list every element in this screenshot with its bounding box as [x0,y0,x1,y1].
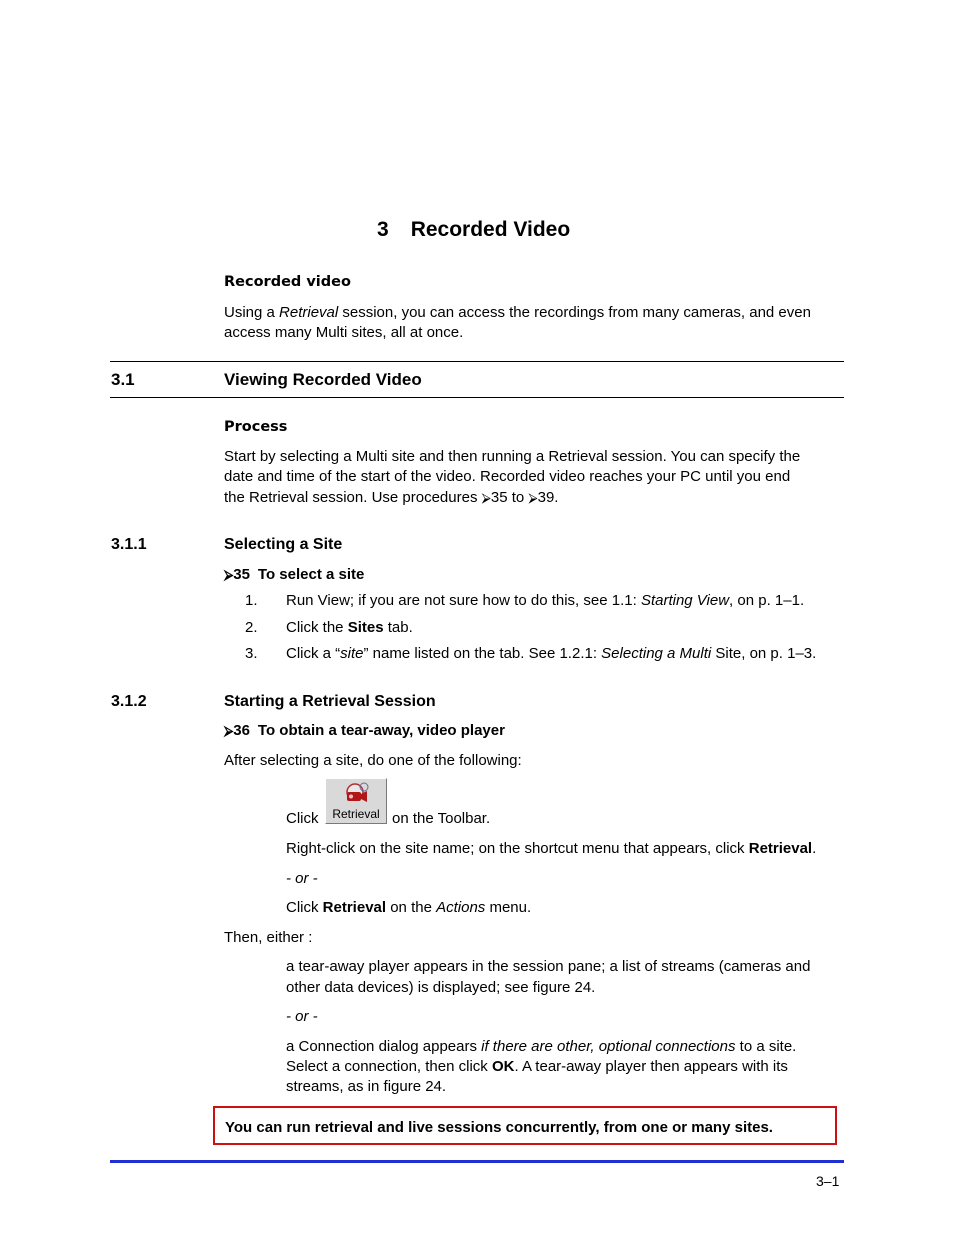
procedure-ref-link[interactable]: 39. [537,489,559,506]
note-text: You can run retrieval and live sessions concurrently, from one or many sites. [225,1119,773,1136]
chapter-title [377,218,570,242]
text-run: Click [286,899,323,916]
step-text [286,592,804,609]
step-number: 2. [245,619,258,636]
text-run: tab. [383,619,413,636]
or-text: - or - [286,1008,318,1025]
text-run: . [812,840,817,857]
retrieval-camera-icon [343,781,371,807]
text-run: on the [386,899,437,916]
step-number: 1. [245,592,258,609]
process-line-1: Start by selecting a Multi site and then running a Retrieval session. You can specify the [224,448,801,465]
step-text [286,619,413,636]
procedure-title: To select a site [257,566,365,583]
ui-term: Retrieval [322,899,387,916]
or-separator [286,870,318,887]
chapter-number: 3 [377,218,389,241]
procedure-title: To obtain a tear-away, video player [257,722,505,739]
text-run: a Connection dialog appears [286,1038,482,1055]
result-1-line-2: other data devices) is displayed; see figure 24. [286,979,596,996]
procedure-arrow-icon: ⮚ [224,723,234,738]
text-run: the Retrieval session. Use procedures [224,489,482,506]
lead-text: After selecting a site, do one of the following: [224,752,522,769]
procedure-arrow-icon: ⮚ [224,567,234,582]
ui-term: Sites [347,619,384,636]
emphasis-text: if there are other, optional connections [481,1038,736,1055]
process-line-3 [224,489,558,506]
subsection-title: Selecting a Site [224,536,343,553]
menu-term: Actions [436,899,486,916]
process-heading: Process [224,419,288,435]
result-2-line-2 [286,1058,788,1075]
retrieval-toolbar-button[interactable] [325,778,387,824]
ui-term: OK [491,1058,515,1075]
cross-ref-link[interactable]: Selecting a Multi [601,645,712,662]
procedure-number: 35 [233,566,250,583]
section-number: 3.1 [111,370,135,389]
site-term: site [340,645,364,662]
section-bottom-rule [110,397,844,398]
cross-ref-link[interactable]: Starting View [640,592,730,609]
section-top-rule [110,361,844,362]
result-2-line-1 [286,1038,796,1055]
right-click-option [286,840,816,857]
section-title: Viewing Recorded Video [224,370,422,389]
subsection-number: 3.1.1 [111,536,147,553]
text-run: . A tear-away player then appears with its [514,1058,788,1075]
click-text: Click [286,810,319,827]
then-text: Then, either : [224,929,313,946]
text-run: Using a [224,304,280,321]
or-separator [286,1008,318,1025]
chapter-title-text: Recorded Video [410,218,571,241]
text-run: menu. [485,899,532,916]
procedure-heading [224,722,505,739]
or-text: - or - [286,870,318,887]
retrieval-term: Retrieval [279,304,339,321]
result-1-line-1: a tear-away player appears in the session pane; a list of streams (cameras and [286,958,811,975]
text-run: Run View; if you are not sure how to do this, see 1.1: [286,592,641,609]
procedure-ref-link[interactable]: 35 to [490,489,529,506]
text-run: Select a connection, then click [286,1058,492,1075]
text-run: to a site. [735,1038,797,1055]
process-line-2: date and time of the start of the video. Recorded video reaches your PC until you end [224,468,791,485]
step-number: 3. [245,645,258,662]
text-run: Right-click on the site name; on the shortcut menu that appears, click [286,840,749,857]
text-run: Site, on p. 1–3. [711,645,817,662]
text-run: ” name listed on the tab. See 1.2.1: [363,645,602,662]
procedure-number: 36 [233,722,250,739]
step-text [286,645,816,662]
intro-heading: Recorded video [224,274,351,290]
page-number: 3–1 [816,1173,840,1189]
text-run: Click a “ [286,645,341,662]
procedure-arrow-icon: ⮚ [528,490,538,505]
footer-rule [110,1160,844,1163]
retrieval-button-label: Retrieval [332,807,380,821]
intro-paragraph-line-2: access many Multi sites, all at once. [224,324,464,341]
click-text-suffix: on the Toolbar. [392,810,491,827]
text-run: Click the [286,619,348,636]
result-2-line-3: streams, as in figure 24. [286,1078,447,1095]
menu-option [286,899,531,916]
ui-term: Retrieval [748,840,813,857]
note-box [213,1106,837,1145]
procedure-arrow-icon: ⮚ [481,490,491,505]
text-run: session, you can access the recordings from many cameras, and even [338,304,811,321]
procedure-heading [224,566,364,583]
intro-paragraph-line-1 [224,304,811,321]
text-run: , on p. 1–1. [729,592,805,609]
subsection-title: Starting a Retrieval Session [224,693,436,710]
subsection-number: 3.1.2 [111,693,147,710]
